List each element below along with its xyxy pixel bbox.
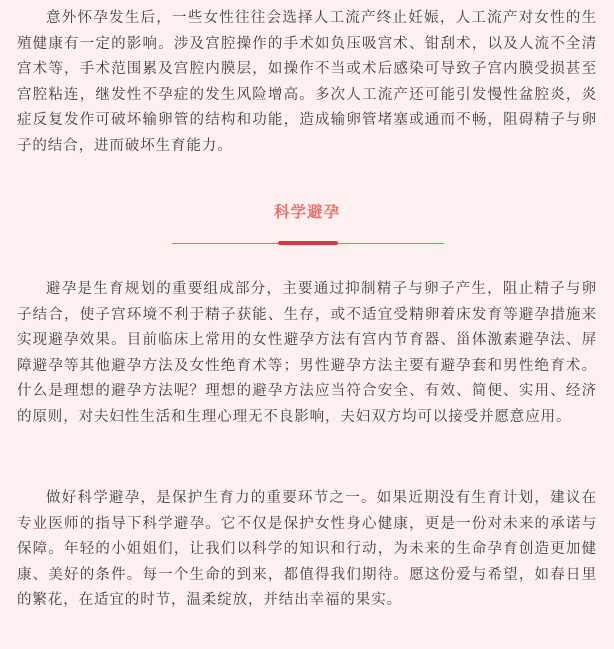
section-divider-accent [278, 241, 338, 245]
article-paragraph-contraception-methods: 避孕是生育规划的重要组成部分，主要通过抑制精子与卵子产生，阻止精子与卵子结合，使子宫环境不利于精子获能、生存，或不适宜受精卵着床发育等避孕措施来实现避孕效果。目前临床上常用的女性避孕方法有宫内节育器、甾体激素避孕法、屏障避孕等其他避孕方法及女性绝育术等；男性避孕方法主要有避孕套和男性绝育术。什么是理想的避孕方法呢？理想的避孕方法应当符合安全、有效、简便、实用、经济的原则，对夫妇性生活和生理心理无不良影响，夫妇双方均可以接受并愿意应用。 [17, 281, 597, 425]
article-paragraph-abortion-impact: 意外怀孕发生后，一些女性往往会选择人工流产终止妊娠，人工流产对女性的生殖健康有一定的影响。涉及宫腔操作的手术如负压吸宫术、钳刮术，以及人流不全清宫术等，手术范围累及宫腔内膜层，如操作不当或术后感染可导致子宫内膜受损甚至宫腔粘连，继发性不孕症的发生风险增高。多次人工流产还可能引发慢性盆腔炎，炎症反复发作可破坏输卵管的结构和功能，造成输卵管堵塞或通而不畅，阻碍精子与卵子的结合，进而破坏生育能力。 [17, 10, 597, 154]
section-title: 科学避孕 [273, 203, 340, 221]
article-paragraph-fertility-protection: 做好科学避孕，是保护生育力的重要环节之一。如果近期没有生育计划，建议在专业医师的指导下科学避孕。它不仅是保护女性身心健康，更是一份对未来的承诺与保障。年轻的小姐姐们，让我们以科学的知识和行动，为未来的生命孕育创造更加健康、美好的条件。每一个生命的到来，都值得我们期待。愿这份爱与希望，如春日里的繁花，在适宜的时节，温柔绽放，并结出幸福的果实。 [17, 490, 597, 608]
